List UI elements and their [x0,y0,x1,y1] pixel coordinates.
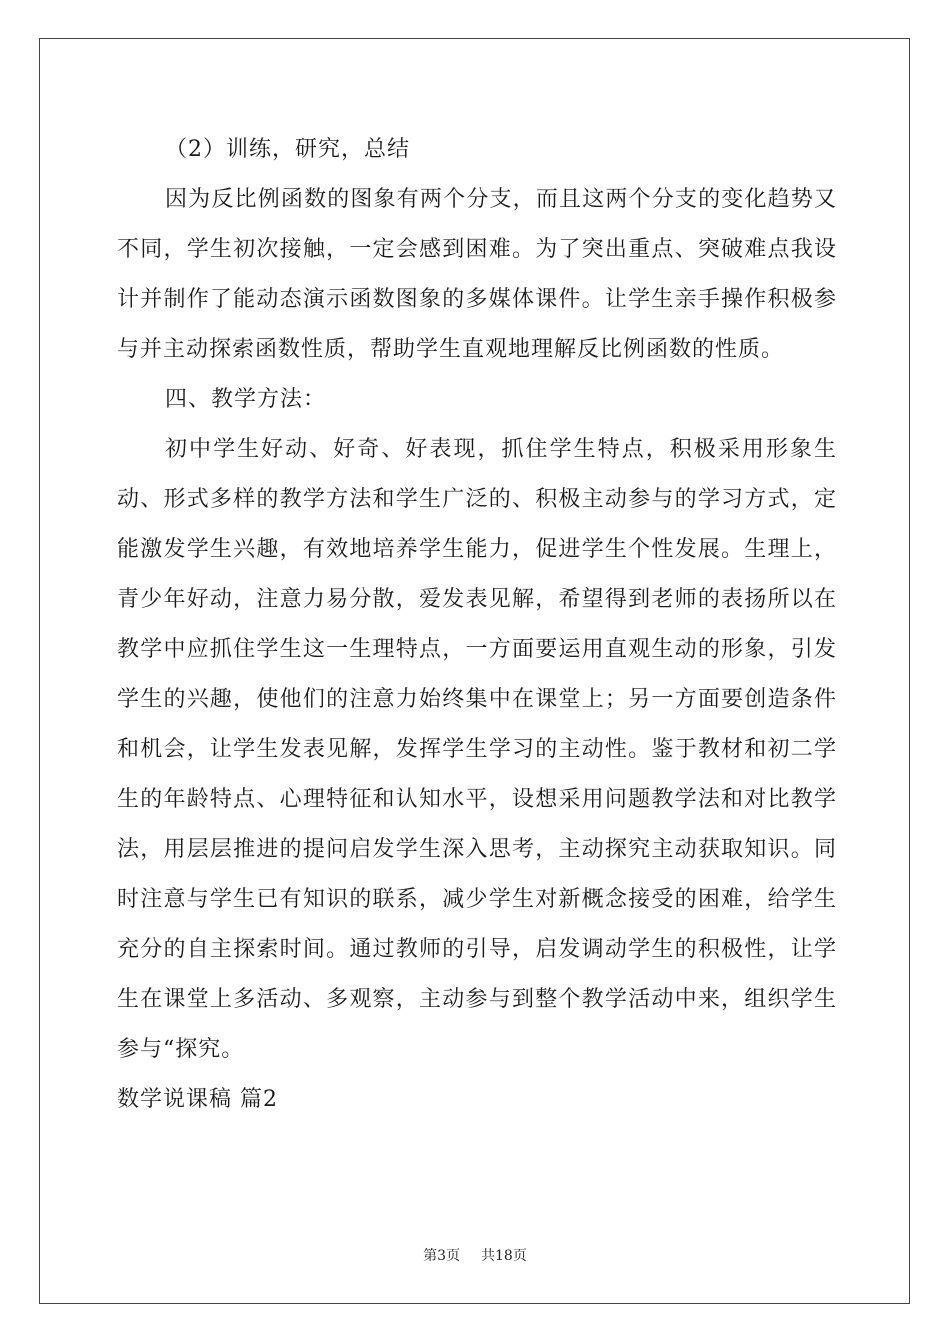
page-footer [0,1245,950,1265]
document-body [117,125,837,1125]
sub-heading: （2）训练，研究，总结 [165,137,410,162]
page-number-current: 第3页 [423,1248,461,1264]
paragraph-1: 因为反比例函数的图象有两个分支，而且这两个分支的变化趋势又不同，学生初次接触，一定会感到困难。为了突出重点、突破难点我设计并制作了能动态演示函数图象的多媒体课件。让学生亲手操作积极参与并主动探索函数性质，帮助学生直观地理解反比例函数的性质。 [117,187,837,362]
paragraph-2: 初中学生好动、好奇、好表现，抓住学生特点，积极采用形象生动、形式多样的教学方法和学生广泛的、积极主动参与的学习方式，定能激发学生兴趣，有效地培养学生能力，促进学生个性发展。生理上，青少年好动，注意力易分散，爱发表见解，希望得到老师的表扬所以在教学中应抓住学生这一生理特点，一方面要运用直观生动的形象，引发学生的兴趣，使他们的注意力始终集中在课堂上；另一方面要创造条件和机会，让学生发表见解，发挥学生学习的主动性。鉴于教材和初二学生的年龄特点、心理特征和认知水平，设想采用问题教学法和对比教学法，用层层推进的提问启发学生深入思考，主动探究主动获取知识。同时注意与学生已有知识的联系，减少学生对新概念接受的困难，给学生充分的自主探索时间。通过教师的引导，启发调动学生的积极性，让学生在课堂上多活动、多观察，主动参与到整个教学活动中来，组织学生参与“探究。 [117,437,837,1062]
page-number-total: 共18页 [481,1248,527,1264]
section-heading-teaching-method: 四、教学方法： [165,387,327,412]
section-title: 数学说课稿 篇2 [117,1087,278,1112]
